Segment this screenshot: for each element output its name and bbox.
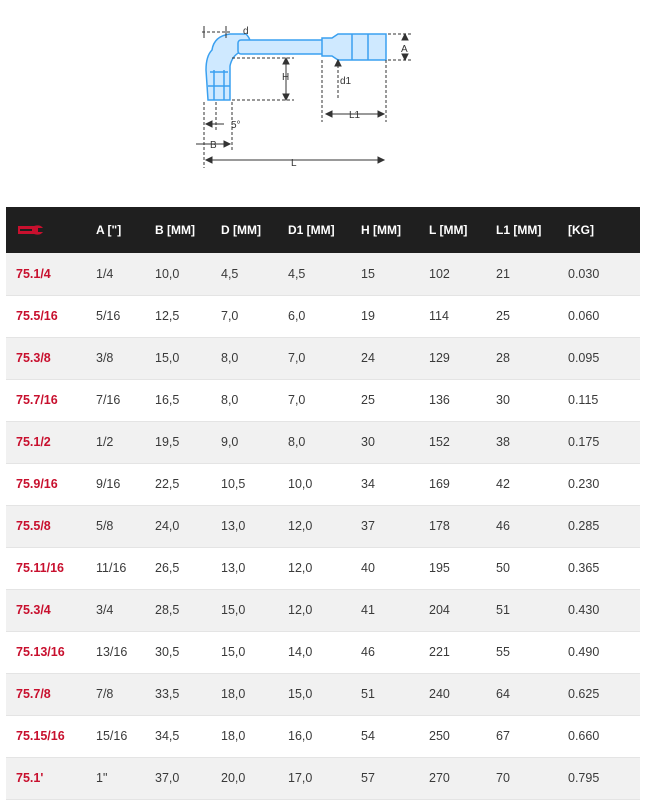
cell-reference[interactable]: 75.15/16 <box>6 715 88 757</box>
cell-weight: 0.230 <box>560 463 640 505</box>
cell-a: 5/8 <box>88 505 147 547</box>
header-b: B [MM] <box>155 223 195 237</box>
cell-l1: 55 <box>488 631 560 673</box>
cell-reference[interactable]: 75.13/16 <box>6 631 88 673</box>
cell-h: 15 <box>353 253 421 295</box>
cell-weight: 0.060 <box>560 295 640 337</box>
cell-reference[interactable]: 75.5/16 <box>6 295 88 337</box>
header-d1: D1 [MM] <box>288 223 335 237</box>
l-socket-wrench-drawing <box>206 34 386 100</box>
table-row <box>6 673 640 715</box>
cell-h: 41 <box>353 589 421 631</box>
table-body <box>6 253 640 799</box>
cell-d1: 8,0 <box>280 421 353 463</box>
table-row <box>6 715 640 757</box>
cell-l1: 46 <box>488 505 560 547</box>
cell-l1: 21 <box>488 253 560 295</box>
cell-weight: 0.030 <box>560 253 640 295</box>
cell-h: 40 <box>353 547 421 589</box>
cell-d1: 12,0 <box>280 589 353 631</box>
label-d: d <box>243 26 249 37</box>
header-l1: L1 [MM] <box>496 223 542 237</box>
cell-h: 34 <box>353 463 421 505</box>
table-row <box>6 547 640 589</box>
cell-b: 12,5 <box>147 295 213 337</box>
table-row <box>6 421 640 463</box>
cell-l: 102 <box>421 253 488 295</box>
cell-l1: 30 <box>488 379 560 421</box>
cell-h: 57 <box>353 757 421 799</box>
cell-b: 22,5 <box>147 463 213 505</box>
cell-l1: 28 <box>488 337 560 379</box>
cell-a: 15/16 <box>88 715 147 757</box>
cell-a: 3/8 <box>88 337 147 379</box>
cell-b: 37,0 <box>147 757 213 799</box>
cell-weight: 0.795 <box>560 757 640 799</box>
cell-d1: 14,0 <box>280 631 353 673</box>
specification-table <box>6 207 640 800</box>
cell-reference[interactable]: 75.9/16 <box>6 463 88 505</box>
table-row <box>6 295 640 337</box>
cell-a: 13/16 <box>88 631 147 673</box>
cell-l: 152 <box>421 421 488 463</box>
cell-l: 178 <box>421 505 488 547</box>
cell-weight: 0.625 <box>560 673 640 715</box>
cell-d1: 4,5 <box>280 253 353 295</box>
table-header-row <box>6 207 640 253</box>
cell-l: 204 <box>421 589 488 631</box>
cell-l1: 42 <box>488 463 560 505</box>
cell-h: 24 <box>353 337 421 379</box>
cell-a: 1/2 <box>88 421 147 463</box>
brand-logo-cell <box>6 207 88 253</box>
cell-d: 8,0 <box>213 337 280 379</box>
cell-weight: 0.115 <box>560 379 640 421</box>
cell-b: 26,5 <box>147 547 213 589</box>
header-a: A ["] <box>96 223 122 237</box>
cell-d: 15,0 <box>213 631 280 673</box>
cell-a: 7/8 <box>88 673 147 715</box>
cell-h: 25 <box>353 379 421 421</box>
table-row <box>6 253 640 295</box>
wrench-logo-icon <box>16 223 46 237</box>
cell-reference[interactable]: 75.1/4 <box>6 253 88 295</box>
cell-b: 34,5 <box>147 715 213 757</box>
table-row <box>6 463 640 505</box>
cell-a: 7/16 <box>88 379 147 421</box>
cell-h: 19 <box>353 295 421 337</box>
cell-l1: 50 <box>488 547 560 589</box>
cell-reference[interactable]: 75.3/4 <box>6 589 88 631</box>
cell-l1: 25 <box>488 295 560 337</box>
label-b: B <box>210 140 217 151</box>
table-row <box>6 379 640 421</box>
cell-a: 5/16 <box>88 295 147 337</box>
cell-weight: 0.175 <box>560 421 640 463</box>
cell-a: 1/4 <box>88 253 147 295</box>
cell-reference[interactable]: 75.1' <box>6 757 88 799</box>
cell-b: 10,0 <box>147 253 213 295</box>
cell-d: 10,5 <box>213 463 280 505</box>
cell-l1: 51 <box>488 589 560 631</box>
cell-a: 9/16 <box>88 463 147 505</box>
cell-reference[interactable]: 75.7/16 <box>6 379 88 421</box>
cell-weight: 0.490 <box>560 631 640 673</box>
cell-b: 28,5 <box>147 589 213 631</box>
cell-b: 24,0 <box>147 505 213 547</box>
cell-l: 136 <box>421 379 488 421</box>
cell-l1: 70 <box>488 757 560 799</box>
cell-d: 13,0 <box>213 547 280 589</box>
cell-l: 129 <box>421 337 488 379</box>
cell-a: 3/4 <box>88 589 147 631</box>
cell-d: 9,0 <box>213 421 280 463</box>
table-row <box>6 589 640 631</box>
cell-l1: 64 <box>488 673 560 715</box>
cell-d1: 6,0 <box>280 295 353 337</box>
cell-h: 54 <box>353 715 421 757</box>
cell-d: 8,0 <box>213 379 280 421</box>
cell-weight: 0.095 <box>560 337 640 379</box>
cell-l: 240 <box>421 673 488 715</box>
cell-d: 18,0 <box>213 715 280 757</box>
cell-h: 30 <box>353 421 421 463</box>
cell-b: 15,0 <box>147 337 213 379</box>
cell-d: 20,0 <box>213 757 280 799</box>
cell-d: 7,0 <box>213 295 280 337</box>
cell-l1: 67 <box>488 715 560 757</box>
cell-h: 46 <box>353 631 421 673</box>
cell-reference[interactable]: 75.5/8 <box>6 505 88 547</box>
cell-d: 4,5 <box>213 253 280 295</box>
header-d: D [MM] <box>221 223 261 237</box>
wrench-dimension-diagram <box>0 0 646 205</box>
cell-d1: 7,0 <box>280 379 353 421</box>
label-a: A <box>401 44 408 55</box>
header-l: L [MM] <box>429 223 468 237</box>
cell-d1: 12,0 <box>280 505 353 547</box>
cell-l1: 38 <box>488 421 560 463</box>
cell-b: 16,5 <box>147 379 213 421</box>
header-h: H [MM] <box>361 223 401 237</box>
cell-weight: 0.285 <box>560 505 640 547</box>
cell-l: 114 <box>421 295 488 337</box>
cell-d1: 7,0 <box>280 337 353 379</box>
label-h: H <box>282 72 290 83</box>
table-row <box>6 757 640 799</box>
cell-l: 195 <box>421 547 488 589</box>
cell-b: 19,5 <box>147 421 213 463</box>
cell-d1: 10,0 <box>280 463 353 505</box>
cell-reference[interactable]: 75.3/8 <box>6 337 88 379</box>
label-angle: 5° <box>231 120 241 131</box>
cell-b: 33,5 <box>147 673 213 715</box>
table-row <box>6 631 640 673</box>
cell-d1: 17,0 <box>280 757 353 799</box>
cell-l: 270 <box>421 757 488 799</box>
cell-d: 13,0 <box>213 505 280 547</box>
cell-l: 169 <box>421 463 488 505</box>
header-weight: [KG] <box>568 223 594 237</box>
cell-a: 11/16 <box>88 547 147 589</box>
cell-a: 1" <box>88 757 147 799</box>
diagram-svg <box>0 0 646 205</box>
table-row <box>6 505 640 547</box>
cell-reference[interactable]: 75.1/2 <box>6 421 88 463</box>
label-l1: L1 <box>349 110 361 121</box>
cell-l: 250 <box>421 715 488 757</box>
cell-b: 30,5 <box>147 631 213 673</box>
cell-reference[interactable]: 75.11/16 <box>6 547 88 589</box>
cell-d1: 12,0 <box>280 547 353 589</box>
cell-d: 15,0 <box>213 589 280 631</box>
label-l: L <box>291 158 297 169</box>
cell-weight: 0.430 <box>560 589 640 631</box>
cell-weight: 0.365 <box>560 547 640 589</box>
cell-weight: 0.660 <box>560 715 640 757</box>
label-d1: d1 <box>340 76 352 87</box>
cell-l: 221 <box>421 631 488 673</box>
cell-reference[interactable]: 75.7/8 <box>6 673 88 715</box>
table-row <box>6 337 640 379</box>
cell-h: 51 <box>353 673 421 715</box>
cell-d1: 15,0 <box>280 673 353 715</box>
cell-d1: 16,0 <box>280 715 353 757</box>
cell-h: 37 <box>353 505 421 547</box>
cell-d: 18,0 <box>213 673 280 715</box>
